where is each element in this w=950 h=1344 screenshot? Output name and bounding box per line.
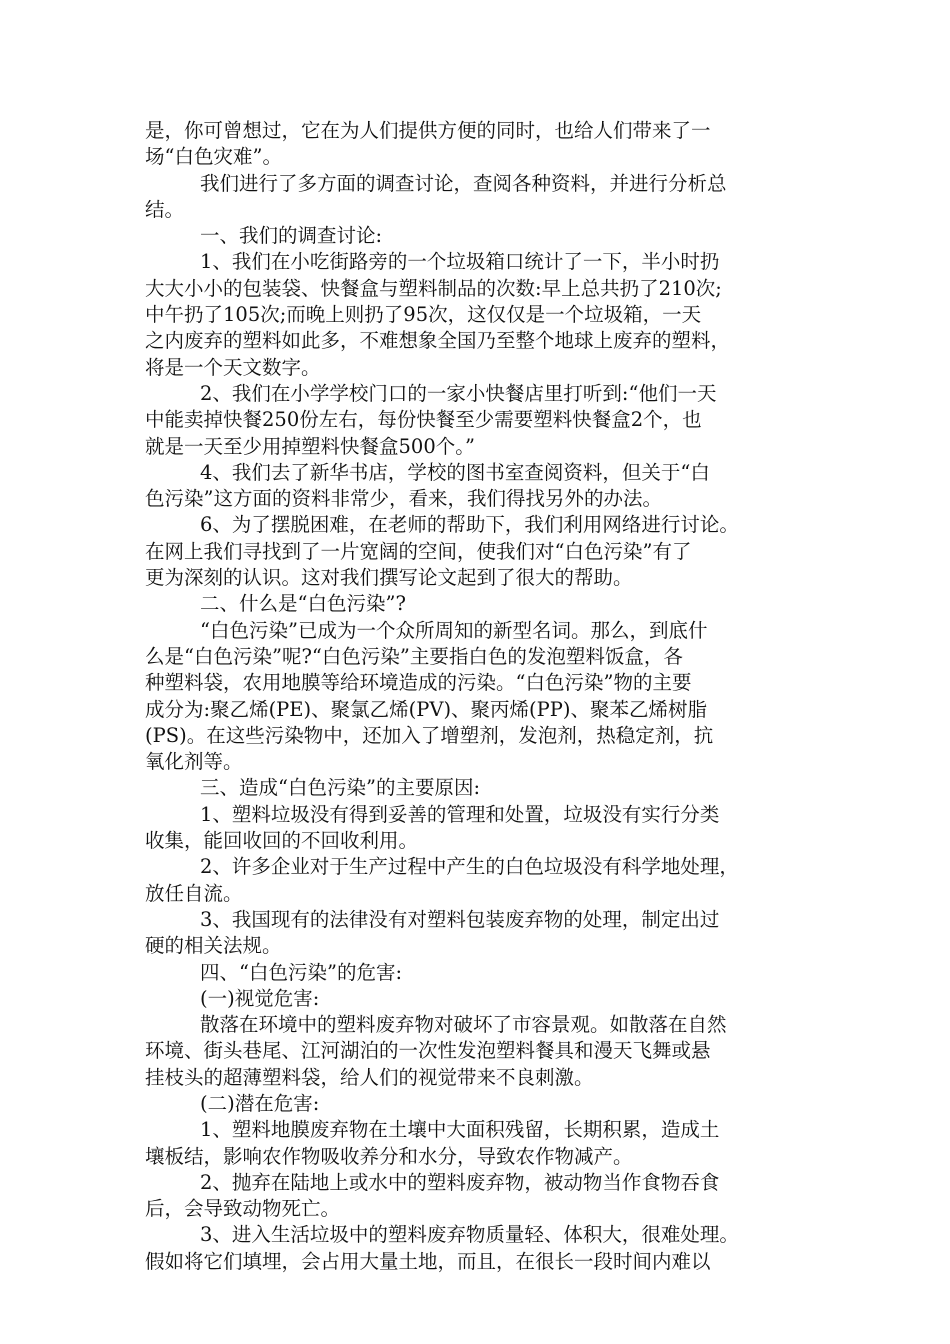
text-line: 硬的相关法规。 [145, 934, 282, 958]
text-line: 2、抛弃在陆地上或水中的塑料废弃物，被动物当作食物吞食 [200, 1170, 720, 1194]
text-line: 2、许多企业对于生产过程中产生的白色垃圾没有科学地处理， [200, 855, 739, 879]
text-line: 3、我国现有的法律没有对塑料包装废弃物的处理，制定出过 [200, 907, 720, 931]
text-line: 在网上我们寻找到了一片宽阔的空间，使我们对“白色污染”有了 [145, 539, 692, 563]
text-line: 3、进入生活垃圾中的塑料废弃物质量轻、体积大，很难处理。 [200, 1223, 739, 1247]
text-line: 就是一天至少用掉塑料快餐盒500个。” [145, 434, 475, 458]
text-line: 色污染”这方面的资料非常少，看来，我们得找另外的办法。 [145, 487, 662, 511]
text-line: 4、我们去了新华书店，学校的图书室查阅资料，但关于“白 [200, 460, 710, 484]
text-line: 收集，能回收回的不回收利用。 [145, 829, 419, 853]
text-line: 将是一个天文数字。 [145, 355, 321, 379]
text-line: 假如将它们填埋，会占用大量土地，而且，在很长一段时间内难以 [145, 1249, 711, 1273]
paragraph [145, 802, 825, 855]
paragraph [145, 171, 825, 224]
text-line: 中午扔了105次;而晚上则扔了95次，这仅仅是一个垃圾箱，一天 [145, 303, 702, 327]
text-line: 大大小小的包装袋、快餐盒与塑料制品的次数:早上总共扔了210次; [145, 276, 722, 300]
text-line: (一)视觉危害: [200, 986, 320, 1010]
text-line: 是，你可曾想过，它在为人们提供方便的同时，也给人们带来了一 [145, 119, 711, 142]
text-line: 结。 [145, 197, 185, 221]
text-line: (PS)。在这些污染物中，还加入了增塑剂，发泡剂，热稳定剂，抗 [145, 723, 714, 747]
paragraph [145, 618, 825, 776]
paragraph [145, 986, 825, 1012]
paragraph [145, 512, 825, 591]
text-line: 更为深刻的认识。这对我们撰写论文起到了很大的帮助。 [145, 566, 633, 590]
paragraph [145, 381, 825, 460]
text-line: 散落在环境中的塑料废弃物对破坏了市容景观。如散落在自然 [200, 1013, 727, 1037]
text-line: 2、我们在小学学校门口的一家小快餐店里打听到:“他们一天 [200, 381, 717, 405]
text-line: 1、塑料垃圾没有得到妥善的管理和处置，垃圾没有实行分类 [200, 802, 720, 826]
text-line: 6、为了摆脱困难，在老师的帮助下，我们利用网络进行讨论。 [200, 513, 739, 537]
paragraph [145, 775, 825, 801]
document-body [145, 118, 825, 1275]
paragraph [145, 249, 825, 380]
text-line: 放任自流。 [145, 881, 243, 905]
text-line: 二、什么是“白色污染”? [200, 592, 406, 616]
text-line: 我们进行了多方面的调查讨论，查阅各种资料，并进行分析总 [200, 171, 727, 195]
paragraph [145, 1170, 825, 1223]
text-line: (二)潜在危害: [200, 1091, 320, 1115]
paragraph [145, 460, 825, 513]
text-line: 种塑料袋，农用地膜等给环境造成的污染。“白色污染”物的主要 [145, 671, 692, 695]
text-line: 一、我们的调查讨论: [200, 224, 383, 248]
text-line: “白色污染”已成为一个众所周知的新型名词。那么，到底什 [200, 618, 708, 642]
text-line: 1、我们在小吃街路旁的一个垃圾箱口统计了一下，半小时扔 [200, 250, 720, 274]
text-line: 四、“白色污染”的危害: [200, 960, 403, 984]
paragraph [145, 223, 825, 249]
paragraph [145, 591, 825, 617]
text-line: 之内废弃的塑料如此多，不难想象全国乃至整个地球上废弃的塑料， [145, 329, 731, 353]
paragraph [145, 118, 825, 171]
text-line: 后，会导致动物死亡。 [145, 1197, 341, 1221]
text-line: 么是“白色污染”呢?“白色污染”主要指白色的发泡塑料饭盒，各 [145, 644, 683, 668]
text-line: 氧化剂等。 [145, 750, 243, 774]
text-line: 成分为:聚乙烯(PE)、聚氯乙烯(PV)、聚丙烯(PP)、聚苯乙烯树脂 [145, 697, 708, 721]
paragraph [145, 907, 825, 960]
text-line: 壤板结，影响农作物吸收养分和水分，导致农作物减产。 [145, 1144, 633, 1168]
paragraph [145, 1222, 825, 1275]
text-line: 环境、街头巷尾、江河湖泊的一次性发泡塑料餐具和漫天飞舞或悬 [145, 1039, 711, 1063]
text-line: 挂枝头的超薄塑料袋，给人们的视觉带来不良刺激。 [145, 1065, 594, 1089]
text-line: 三、造成“白色污染”的主要原因: [200, 776, 481, 800]
paragraph [145, 1012, 825, 1091]
paragraph [145, 960, 825, 986]
text-line: 中能卖掉快餐250份左右，每份快餐至少需要塑料快餐盒2个，也 [145, 408, 702, 432]
paragraph [145, 1091, 825, 1117]
paragraph [145, 854, 825, 907]
text-line: 1、塑料地膜废弃物在土壤中大面积残留，长期积累，造成土 [200, 1118, 720, 1142]
text-line: 场“白色灾难”。 [145, 145, 282, 169]
paragraph [145, 1117, 825, 1170]
